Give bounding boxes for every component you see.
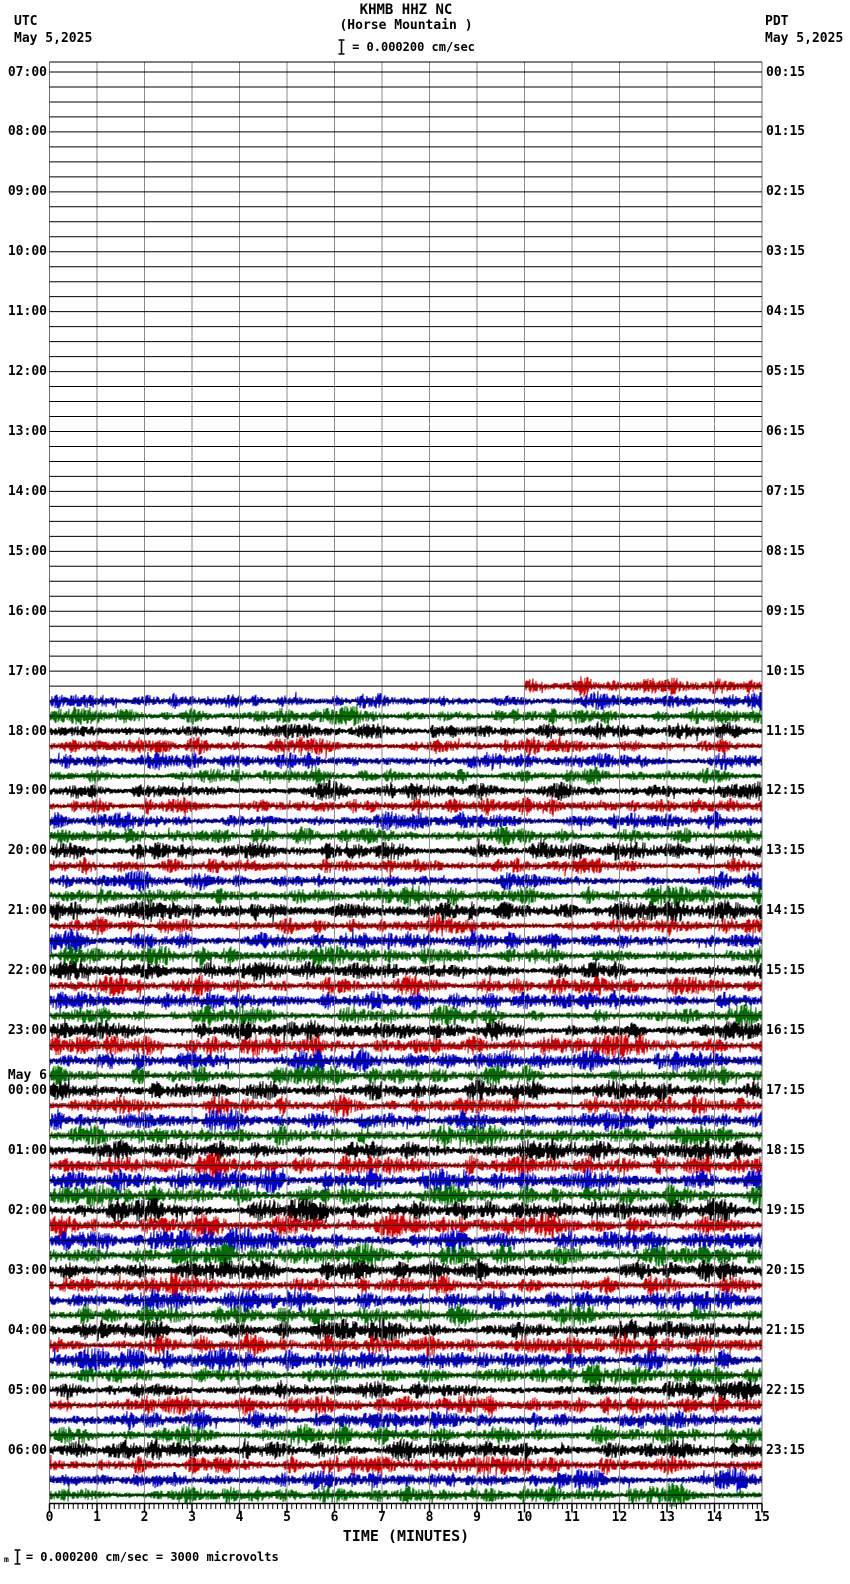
pdt-hour-label: 03:15 [766, 244, 806, 260]
footer-scale-note [4, 1549, 279, 1565]
trace-row-52-black [50, 838, 763, 861]
trace-row-53-red [50, 857, 763, 878]
pdt-hour-label: 15:15 [766, 963, 806, 979]
pdt-hour-label: 20:15 [766, 1262, 806, 1278]
utc-hour-label: 14:00 [7, 483, 47, 499]
day-change-note: May 6 [7, 1067, 47, 1083]
utc-hour-label: 10:00 [7, 244, 47, 260]
utc-timezone-label: UTC [14, 14, 38, 29]
pdt-date-label: May 5,2025 [765, 31, 844, 46]
utc-hour-label: 20:00 [7, 843, 47, 859]
utc-hour-label: 00:00 [7, 1083, 47, 1099]
minute-tick-label: 6 [330, 1510, 339, 1525]
minute-tick-label: 14 [706, 1510, 723, 1525]
utc-hour-label: 01:00 [7, 1142, 47, 1158]
pdt-hour-label: 11:15 [766, 723, 806, 739]
footnote-mark: m [4, 1555, 9, 1564]
utc-hour-label: 15:00 [7, 543, 47, 559]
minute-tick-label: 1 [93, 1510, 101, 1525]
pdt-hour-label: 08:15 [766, 543, 806, 559]
minute-tick-label: 11 [564, 1510, 580, 1525]
station-title: KHMB HHZ NC [359, 2, 453, 18]
pdt-hour-label: 19:15 [766, 1202, 806, 1218]
scale-label: = 0.000200 cm/sec [352, 40, 475, 54]
pdt-hour-label: 09:15 [766, 603, 806, 619]
utc-hour-label: 18:00 [7, 723, 47, 739]
pdt-hour-label: 21:15 [766, 1322, 806, 1338]
utc-hour-label: 06:00 [7, 1442, 47, 1458]
utc-hour-label: 07:00 [7, 64, 47, 80]
minute-tick-label: 12 [611, 1510, 628, 1525]
minute-tick-label: 9 [473, 1510, 481, 1525]
minute-tick-label: 15 [754, 1510, 770, 1525]
utc-hour-label: 09:00 [7, 184, 47, 200]
station-subtitle: (Horse Mountain ) [339, 18, 473, 33]
utc-hour-label: 08:00 [7, 124, 47, 140]
pdt-hour-label: 12:15 [766, 783, 806, 799]
utc-hour-label: 19:00 [7, 783, 47, 799]
minute-tick-label: 13 [659, 1510, 675, 1525]
utc-hour-label: 11:00 [7, 304, 47, 320]
pdt-hour-label: 07:15 [766, 483, 806, 499]
minute-tick-label: 2 [140, 1510, 149, 1525]
utc-hour-label: 05:00 [7, 1382, 47, 1398]
utc-hour-label: 22:00 [7, 963, 47, 979]
seismic-traces [50, 676, 763, 1507]
footer-scale-bar-icon [13, 1549, 22, 1565]
footer-scale-text: = 0.000200 cm/sec = 3000 microvolts [25, 1550, 279, 1564]
utc-hour-label: 21:00 [7, 903, 47, 919]
minute-tick-label: 10 [516, 1510, 533, 1525]
utc-hour-label: 13:00 [7, 423, 47, 439]
time-axis-caption: TIME (MINUTES) [342, 1527, 470, 1545]
utc-hour-label: 16:00 [7, 603, 47, 619]
pdt-hour-label: 16:15 [766, 1023, 806, 1039]
pdt-hour-label: 04:15 [766, 304, 806, 320]
minute-tick-label: 3 [188, 1510, 196, 1525]
utc-hour-label: 03:00 [7, 1262, 47, 1278]
utc-hour-label: 23:00 [7, 1023, 47, 1039]
utc-hour-label: 02:00 [7, 1202, 47, 1218]
trace-row-41-red [525, 676, 763, 698]
pdt-hour-label: 05:15 [766, 364, 806, 380]
utc-hour-label: 12:00 [7, 364, 47, 380]
minute-tick-label: 0 [45, 1510, 54, 1525]
pdt-hour-label: 22:15 [766, 1382, 806, 1398]
utc-hour-label: 04:00 [7, 1322, 47, 1338]
pdt-hour-label: 02:15 [766, 184, 806, 200]
utc-date-label: May 5,2025 [14, 31, 93, 46]
minute-tick-label: 4 [235, 1510, 244, 1525]
pdt-hour-label: 14:15 [766, 903, 806, 919]
trace-row-48-black [50, 779, 763, 801]
minute-tick-label: 5 [283, 1510, 291, 1525]
pdt-hour-label: 10:15 [766, 663, 806, 679]
pdt-timezone-label: PDT [765, 14, 789, 29]
pdt-hour-label: 01:15 [766, 124, 806, 140]
pdt-hour-label: 23:15 [766, 1442, 806, 1458]
minute-tick-label: 7 [378, 1510, 386, 1525]
pdt-hour-label: 00:15 [766, 64, 806, 80]
pdt-hour-label: 17:15 [766, 1083, 806, 1099]
pdt-hour-label: 18:15 [766, 1142, 806, 1158]
pdt-hour-label: 06:15 [766, 423, 806, 439]
utc-hour-label: 17:00 [7, 663, 47, 679]
pdt-hour-label: 13:15 [766, 843, 806, 859]
minute-tick-label: 8 [425, 1510, 434, 1525]
